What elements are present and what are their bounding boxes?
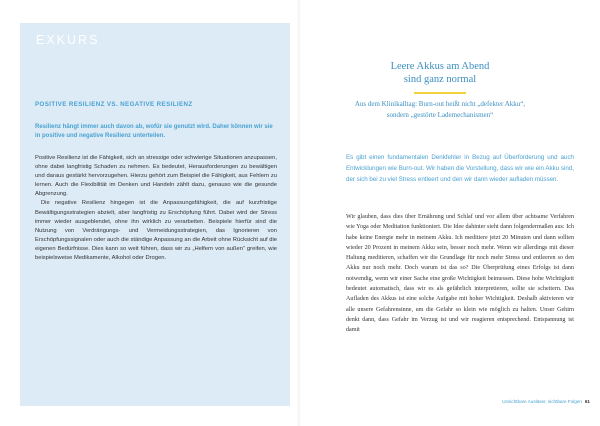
right-body-text: Wir glauben, dass dies über Ernährung und Schlaf und vor allem über achtsame Verfahren wie Yoga oder Meditation funktioniert. Die Idee dahinter sieht dann folgendermaßen aus: Ich habe keine Energie mehr in meinem Akku. Ich meditiere jetzt 20 Minuten und dann sollten wieder 20 Prozent in meinem Akku sein, besser noch mehr. Wenn wir allerdings mit dieser Haltung meditieren, schaffen wir die Grundlage für noch mehr Stress und entleeren so den Akku nur noch mehr. Doch warum ist das so? Die Überprüfung eines Erfolgs ist dann notwendig, wenn wir einer Sache eine große Wichtigkeit beimessen. Diese hohe Wichtigkeit bedeutet automatisch, dass wir es als gefährlich interpretieren, sollte sie scheitern. Das Aufladen des Akkus ist eine solche Aufgabe mit hoher Wichtigkeit. Deshalb aktivieren wir alle unsere Gefahrensinne, um die Gefahr so klein wie möglich zu halten. Unser Gehirn denkt dann, dass Gefahr im Verzug ist und wir reagieren entsprechend. Entspannung ist damit: [346, 214, 574, 334]
paragraph-positive-resilience: Positive Resilienz ist die Fähigkeit, sich an stressige oder schwierige Situationen anzupassen, ohne dabei langfristig Schaden zu nehmen. Es bedeutet, Herausforderungen zu bewältigen und daraus gestärkt hervorzugehen. Hierzu gehört zum Beispiel die Fähigkeit, aus Fehlern zu lernen. Auch die Flexibilität im Denken und Handeln zählt dazu, genauso wie die gesunde Abgrenzung.: [35, 155, 277, 198]
yellow-divider: [414, 92, 466, 94]
lead-paragraph: Resilienz hängt immer auch davon ab, wofür sie genutzt wird. Daher können wir sie in positive und negative Resilienz unterteilen.: [35, 124, 273, 139]
section-heading: POSITIVE RESILIENZ VS. NEGATIVE RESILIENZ: [35, 101, 193, 108]
left-body-text: [35, 154, 277, 263]
running-title: Unsichtbare Ausläser, sichtbare Folgen: [502, 399, 582, 404]
subheadline: Aus dem Klinikalltag: Burn-out heißt nicht „defekter Akku“, sondern „gestörte Lademechanismen“: [354, 100, 526, 119]
page-footer: [420, 399, 590, 404]
box-title: EXKURS: [36, 33, 100, 47]
intro-paragraph: Es gibt einen fundamentalen Denkfehler in Bezug auf Überforderung und auch Entwicklungen wie Burn-out. Wir haben die Vorstellung, dass wir wie ein Akku sind, der sich bei zu viel Stress entleert und den wir dann wieder aufladen müssen.: [346, 154, 574, 184]
headline-line-1: Leere Akkus am Abend: [390, 61, 490, 72]
headline-line-2: sind ganz normal: [403, 74, 477, 85]
chapter-headline: [340, 60, 540, 86]
paragraph-negative-resilience: Die negative Resilienz hingegen ist die Anpassungsfähigkeit, die auf kurzfristige Bewältigungsstrategien abzielt, aber langfristig zu Erschöpfung führt. Dabei wird der Stress immer wieder ausgeblendet, ohne ihn wirklich zu verarbeiten. Beispiele hierfür sind die Nutzung von Verdrängungs- und Vermeidungsstrategien, das Ignorieren von Erschöpfungssignalen oder auch die ständige Anpassung an die Arbeit ohne Rücksicht auf die eigenen Bedürfnisse. Dies kann so weit führen, dass wir zu „Helfern von außen“ greifen, wie beispielsweise Medikamente, Alkohol oder Drogen.: [35, 200, 277, 262]
page-number: 61: [584, 399, 590, 404]
